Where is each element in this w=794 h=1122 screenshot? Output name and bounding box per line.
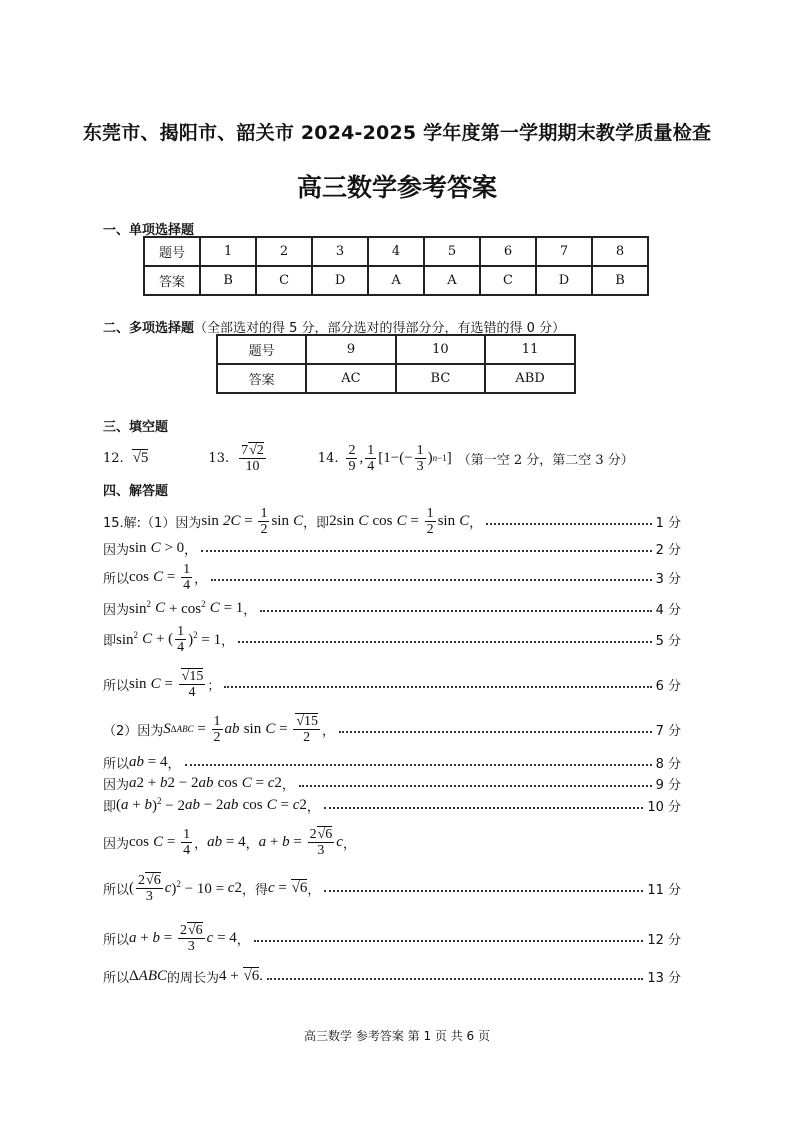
question-number: 13.: [208, 450, 230, 466]
score-mark: 12 分: [647, 932, 681, 948]
table-cell: 1: [200, 237, 256, 266]
table-cell: B: [200, 266, 256, 295]
question-number: 12.: [103, 450, 124, 466]
score-mark: 2 分: [655, 542, 681, 558]
score-mark: 9 分: [655, 777, 681, 793]
table-cell: 答案: [217, 364, 306, 393]
section-heading-text: 二、多项选择题: [103, 321, 195, 336]
score-mark: 10 分: [647, 799, 681, 815]
solution-step: 即 ( a + b )$^2$ − 2 ab − 2 ab cos C = c 2 ， 10 分: [103, 795, 681, 815]
score-mark: 3 分: [655, 571, 681, 587]
table-cell: 5: [424, 237, 480, 266]
table-cell: D: [536, 266, 592, 295]
solution-step: 即 $\sin^2$ C + ( $\frac{1}{4}$ )$^2$ = 1 ， 5 分: [103, 623, 681, 655]
table-cell: D: [312, 266, 368, 295]
fill-in-answers: [103, 438, 703, 478]
table-cell: AC: [306, 364, 395, 393]
table-cell: A: [424, 266, 480, 295]
score-mark: 8 分: [655, 756, 681, 772]
table-cell: 题号: [144, 237, 200, 266]
answer-12: √ 5: [132, 450, 149, 467]
table-cell: ABD: [485, 364, 575, 393]
score-mark: 4 分: [655, 602, 681, 618]
table-cell: BC: [396, 364, 485, 393]
table-cell: 题号: [217, 335, 306, 364]
solution-step: 因为 $\sin^2$ C + $\cos^2$ C = 1 ， 4 分: [103, 598, 681, 618]
table-cell: A: [368, 266, 424, 295]
table-cell: 3: [312, 237, 368, 266]
table-cell: 8: [592, 237, 648, 266]
table-cell: 7: [536, 237, 592, 266]
table-cell: B: [592, 266, 648, 295]
scoring-note: （全部选对的得 5 分，部分选对的得部分分，有选错的得 0 分）: [194, 321, 566, 336]
section-heading-single-choice: 一、单项选择题: [103, 223, 195, 238]
solution-step: 所以 ab = 4 ， 8 分: [103, 753, 681, 772]
solution-step: 所以 sin C = √ $\frac{15}{4}$ ； 6 分: [103, 664, 681, 704]
solution-step: 15.解:（1）因为 sin 2C = $\frac{1}{2}$ sin C ，即 2sin C cos C = $\frac{1}{2}$ sin C ， 1 分: [103, 505, 681, 537]
table-cell: 9: [306, 335, 395, 364]
table-cell: 答案: [144, 266, 200, 295]
table-cell: 6: [480, 237, 536, 266]
table-cell: C: [256, 266, 312, 295]
score-mark: 1 分: [655, 515, 681, 531]
table-cell: C: [480, 266, 536, 295]
section-heading-fill-in: 三、填空题: [103, 420, 169, 435]
single-choice-answer-table: [143, 236, 649, 296]
table-cell: 11: [485, 335, 575, 364]
table-cell: 10: [396, 335, 485, 364]
score-mark: 13 分: [647, 970, 681, 986]
page-title: 高三数学参考答案: [296, 173, 497, 202]
answer-14: $\frac{2}{9}$ , $\frac{1}{4}$ [1−(− $\frac{1}{3}$ ) n−1 ]: [348, 442, 452, 474]
table-row: [217, 335, 575, 364]
scoring-note: （第一空 2 分，第二空 3 分）: [457, 452, 634, 468]
multi-choice-answer-table: [216, 334, 576, 394]
solution-step: （2）因为 S ΔABC = $\frac{1}{2}$ ab sin C = √ $\frac{15}{2}$ ， 7 分: [103, 710, 681, 748]
solution-step: 所以 cos C = $\frac{1}{4}$ ， 3 分: [103, 561, 681, 593]
solution-step: 因为 cos C = $\frac{1}{4}$ ， ab = 4 ， a + b = $\frac{2√ 6}{3}$ c ，: [103, 822, 681, 862]
score-mark: 5 分: [655, 633, 681, 649]
solution-step: 所以 a + b = $\frac{2√ 6}{3}$ c = 4 ， 12 分: [103, 918, 681, 958]
solution-step: 所以 Δ ABC 的周长为 4 + √ 6. 13 分: [103, 964, 681, 988]
score-mark: 11 分: [647, 882, 681, 898]
answer-13: $\frac{7√ 2}{10}$: [239, 443, 266, 474]
score-mark: 7 分: [655, 723, 681, 739]
table-cell: 2: [256, 237, 312, 266]
question-number: 14.: [317, 450, 339, 466]
table-row: [217, 364, 575, 393]
page-footer: 高三数学 参考答案 第 1 页 共 6 页: [304, 1029, 490, 1043]
table-row: [144, 237, 648, 266]
solution-step: 所以 ( $\frac{2√ 6}{3}$ c )$^2$ − 10 = c 2 ，得 c = √ 6 ， 11 分: [103, 868, 681, 908]
table-cell: 4: [368, 237, 424, 266]
section-heading-solutions: 四、解答题: [103, 484, 169, 499]
table-row: [144, 266, 648, 295]
solution-step: 因为 sin C > 0 ， 2 分: [103, 539, 681, 558]
exam-title: 东莞市、揭阳市、韶关市 2024-2025 学年度第一学期期末教学质量检查: [82, 122, 712, 144]
score-mark: 6 分: [655, 678, 681, 694]
solution-step: 因为 a 2 + b 2 − 2 ab cos C = c 2 ， 9 分: [103, 774, 681, 793]
